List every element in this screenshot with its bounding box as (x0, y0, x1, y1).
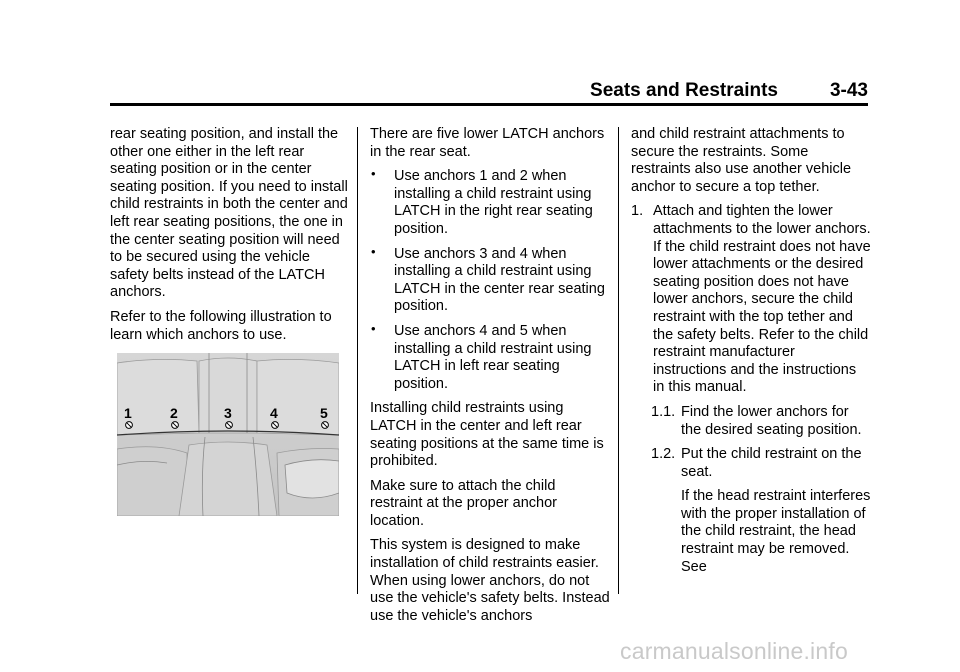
bullet-text: Use anchors 3 and 4 when installing a child restraint using LATCH in the center rear seating position. (394, 245, 605, 315)
bullet-icon: • (371, 243, 376, 259)
step-number: 1. (631, 203, 644, 220)
header-rule (110, 103, 868, 106)
paragraph: and child restraint attachments to secure the restraints. Some restraints also use another vehicle anchor to secure a top tether. (631, 126, 852, 195)
bullet-icon: • (371, 320, 376, 336)
anchor-label-2: 2 (170, 405, 178, 421)
anchor-marker (272, 422, 279, 429)
rear-seat-drawing (117, 353, 339, 516)
column-divider (618, 127, 619, 594)
anchor-marker (126, 422, 133, 429)
step-1 (631, 203, 871, 397)
substep-1-1 (631, 404, 871, 439)
section-title: Seats and Restraints (590, 80, 778, 101)
anchor-label-1: 1 (124, 405, 132, 421)
column-2 (370, 126, 610, 632)
page-header (110, 80, 870, 102)
paragraph: This system is designed to make installation of child restraints easier. When using lower anchors, do not use the vehicle's safety belts. Instead use the vehicle's anchors (370, 537, 610, 624)
step-text: Attach and tighten the lower attachments to the lower anchors. If the child restraint does not have lower attachments or the desired seating position does not have lower anchors, secure the child restraint with the top tether and the safety belts. Refer to the child restraint manufacturer instructions and the instructions in this manual. (653, 203, 871, 396)
anchor-label-5: 5 (320, 405, 328, 421)
bullet-item (370, 168, 610, 238)
bullet-item (370, 243, 610, 316)
paragraph: Installing child restraints using LATCH in the center and left rear seating positions at the same time is prohibited. (370, 400, 604, 470)
watermark: carmanualsonline.info (620, 638, 848, 664)
bullet-text: Use anchors 1 and 2 when installing a child restraint using LATCH in the right rear seating position. (394, 168, 593, 237)
bullet-text: Use anchors 4 and 5 when installing a child restraint using LATCH in left rear seating position. (394, 322, 592, 392)
anchor-marker (172, 422, 179, 429)
anchor-marker (322, 422, 329, 429)
anchor-label-4: 4 (270, 405, 278, 421)
column-divider (357, 127, 358, 594)
column-3 (631, 126, 871, 583)
bullet-icon: • (371, 166, 376, 182)
paragraph: Refer to the following illustration to learn which anchors to use. (110, 308, 332, 343)
substep-1-2 (631, 446, 871, 481)
anchor-label-3: 3 (224, 405, 232, 421)
paragraph: Make sure to attach the child restraint at the proper anchor location. (370, 477, 557, 529)
paragraph: There are five lower LATCH anchors in the rear seat. (370, 126, 605, 160)
anchor-marker (226, 422, 233, 429)
substep-note: If the head restraint interferes with the proper installation of the child restraint, the head restraint may be removed. See (681, 488, 871, 575)
bullet-item (370, 320, 610, 393)
page-number: 3-43 (829, 80, 868, 101)
paragraph: rear seating position, and install the other one either in the left rear seating position or in the center seating position. If you need to install child restraints in both the center and left rear seating positions, the one in the center seating position will need to be secured using the vehicle safety belts instead of the LATCH anchors. (110, 126, 348, 301)
substep-text: Find the lower anchors for the desired seating position. (681, 403, 862, 438)
latch-anchor-illustration (117, 353, 339, 516)
substep-number: 1.2. (651, 446, 676, 463)
column-1 (110, 126, 350, 351)
substep-number: 1.1. (651, 403, 676, 420)
substep-text: Put the child restraint on the seat. (681, 446, 862, 480)
